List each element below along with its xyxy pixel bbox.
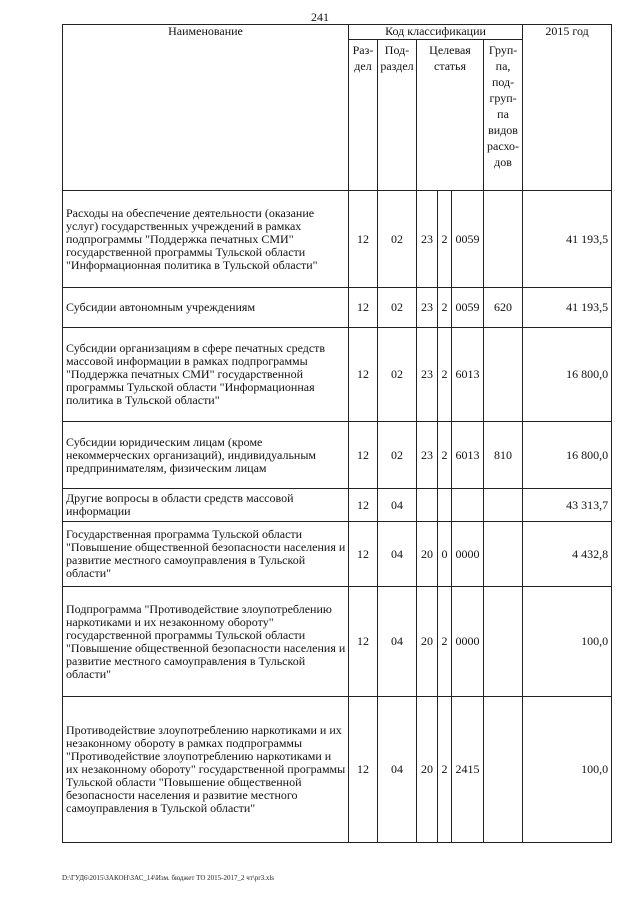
row-subsection: 04 xyxy=(378,587,417,697)
row-target-subprogram: 0 xyxy=(438,522,452,587)
row-subsection: 04 xyxy=(378,522,417,587)
file-path-footer: D:\ГУД6\2015\ЗАКОН\ЗАС_14\Изм. бюджет ТО 2015-2017_2 чт\pr3.xls xyxy=(62,874,274,882)
row-section: 12 xyxy=(349,191,378,288)
row-target-code: 0000 xyxy=(452,587,484,697)
row-target-code: 0000 xyxy=(452,522,484,587)
row-section: 12 xyxy=(349,328,378,422)
row-subsection: 04 xyxy=(378,697,417,843)
row-target-program: 23 xyxy=(417,191,438,288)
row-subsection: 02 xyxy=(378,288,417,328)
header-classification: Код классификации xyxy=(349,25,523,40)
row-expense-type xyxy=(484,489,523,522)
table-row xyxy=(63,489,612,522)
row-expense-type xyxy=(484,328,523,422)
row-subsection: 02 xyxy=(378,191,417,288)
row-target-program xyxy=(417,489,438,522)
header-row-1 xyxy=(63,25,612,40)
row-target-code: 6013 xyxy=(452,328,484,422)
row-expense-type: 810 xyxy=(484,422,523,489)
row-name: Другие вопросы в области средств массовой информации xyxy=(63,489,349,522)
row-target-program: 20 xyxy=(417,522,438,587)
row-target-subprogram xyxy=(438,489,452,522)
row-amount: 41 193,5 xyxy=(523,191,612,288)
row-section: 12 xyxy=(349,288,378,328)
row-amount: 41 193,5 xyxy=(523,288,612,328)
row-amount: 43 313,7 xyxy=(523,489,612,522)
row-subsection: 02 xyxy=(378,422,417,489)
table-row xyxy=(63,422,612,489)
row-target-subprogram: 2 xyxy=(438,422,452,489)
row-target-subprogram: 2 xyxy=(438,288,452,328)
row-target-subprogram: 2 xyxy=(438,328,452,422)
row-target-program: 23 xyxy=(417,328,438,422)
row-target-program: 23 xyxy=(417,422,438,489)
row-target-program: 20 xyxy=(417,587,438,697)
row-subsection: 04 xyxy=(378,489,417,522)
row-target-program: 23 xyxy=(417,288,438,328)
table-row xyxy=(63,328,612,422)
row-target-program: 20 xyxy=(417,697,438,843)
table-row xyxy=(63,191,612,288)
row-amount: 100,0 xyxy=(523,587,612,697)
header-group: Груп-па, под-груп-па видов расхо-дов xyxy=(484,40,523,191)
row-target-subprogram: 2 xyxy=(438,587,452,697)
row-name: Противодействие злоупотреблению наркотиками и их незаконному обороту в рамках подпрограммы "Противодействие злоупотреблению наркотиками и их незаконному обороту" государственной программы Тульской области "Повышение общественной безопасности населения и развитие местного самоуправления в Тульской области" xyxy=(63,697,349,843)
row-target-code: 0059 xyxy=(452,191,484,288)
row-name: Расходы на обеспечение деятельности (оказание услуг) государственных учреждений в рамках подпрограммы "Поддержка печатных СМИ" государственной программы Тульской области "Информационная политика в Тульской области" xyxy=(63,191,349,288)
row-name: Подпрограмма "Противодействие злоупотреблению наркотиками и их незаконному обороту" государственной программы Тульской области "Повышение общественной безопасности населения и развитие местного самоуправления в Тульской области" xyxy=(63,587,349,697)
row-section: 12 xyxy=(349,587,378,697)
budget-table xyxy=(62,24,612,843)
header-year: 2015 год xyxy=(523,25,612,191)
row-expense-type xyxy=(484,522,523,587)
row-target-subprogram: 2 xyxy=(438,697,452,843)
row-section: 12 xyxy=(349,697,378,843)
table-row xyxy=(63,587,612,697)
row-expense-type xyxy=(484,587,523,697)
row-section: 12 xyxy=(349,422,378,489)
row-section: 12 xyxy=(349,489,378,522)
row-target-code xyxy=(452,489,484,522)
row-section: 12 xyxy=(349,522,378,587)
row-amount: 100,0 xyxy=(523,697,612,843)
row-name: Государственная программа Тульской области "Повышение общественной безопасности населения и развитие местного самоуправления в Тульской области" xyxy=(63,522,349,587)
row-name: Субсидии юридическим лицам (кроме некоммерческих организаций), индивидуальным предпринимателям, физическим лицам xyxy=(63,422,349,489)
row-name: Субсидии организациям в сфере печатных средств массовой информации в рамках подпрограммы "Поддержка печатных СМИ" государственной программы Тульской области "Информационная политика в Тульской области" xyxy=(63,328,349,422)
row-target-code: 2415 xyxy=(452,697,484,843)
row-subsection: 02 xyxy=(378,328,417,422)
row-amount: 16 800,0 xyxy=(523,422,612,489)
header-section: Раз-дел xyxy=(349,40,378,191)
header-target: Целевая статья xyxy=(417,40,484,191)
table-row xyxy=(63,288,612,328)
row-expense-type xyxy=(484,191,523,288)
row-expense-type xyxy=(484,697,523,843)
table-row xyxy=(63,522,612,587)
row-amount: 16 800,0 xyxy=(523,328,612,422)
row-amount: 4 432,8 xyxy=(523,522,612,587)
table-row xyxy=(63,697,612,843)
row-name: Субсидии автономным учреждениям xyxy=(63,288,349,328)
row-target-code: 6013 xyxy=(452,422,484,489)
row-target-subprogram: 2 xyxy=(438,191,452,288)
header-name: Наименование xyxy=(63,25,349,191)
page-number: 241 xyxy=(311,10,329,24)
row-expense-type: 620 xyxy=(484,288,523,328)
row-target-code: 0059 xyxy=(452,288,484,328)
header-subsection: Под-раздел xyxy=(378,40,417,191)
